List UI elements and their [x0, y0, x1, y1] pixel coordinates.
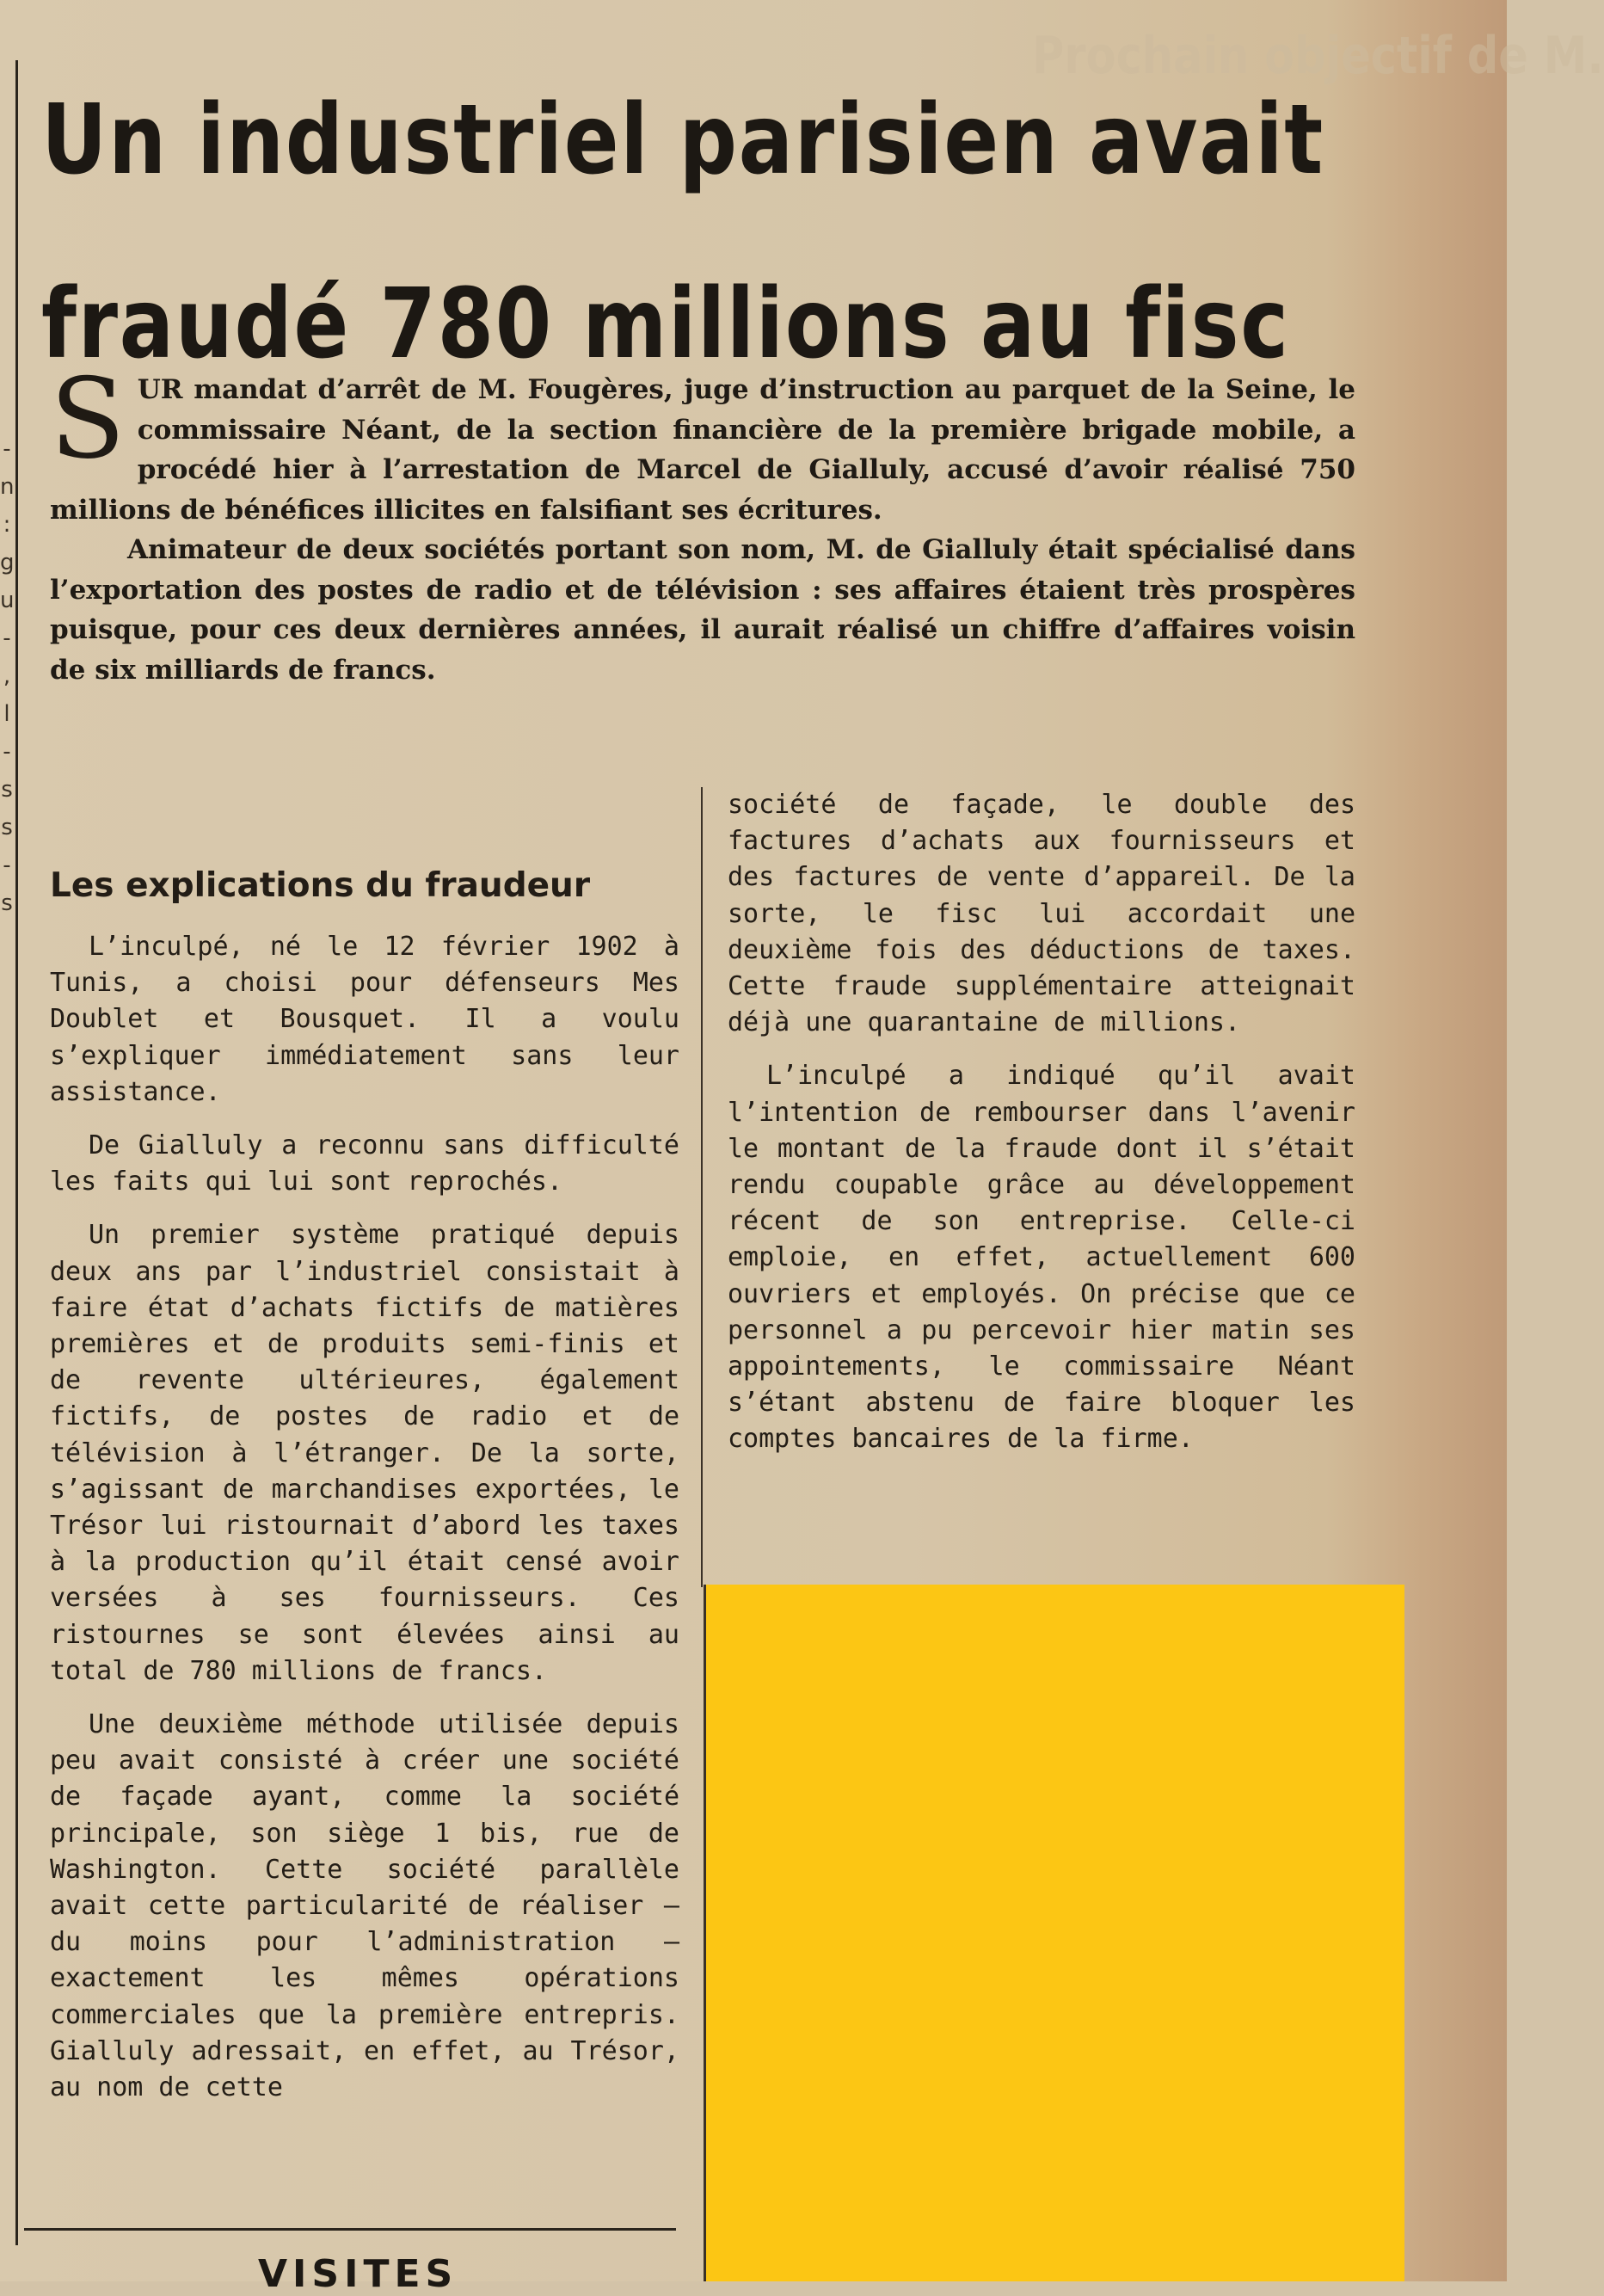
margin-fragment: s	[1, 890, 13, 916]
right-paragraph-2: L’inculpé a indiqué qu’il avait l’intention de rembourser dans l’avenir le montant de la fraude dont il s’était rendu coupable grâce au développement récent de son entreprise. Celle-ci emploie, en effet, actuellement 600 ouvriers et employés. On précise que ce personnel a pu percevoir hier matin ses appointements, le commissaire Néant s’étant abstenu de faire bloquer les comptes bancaires de la firme.	[728, 1061, 1355, 1455]
margin-fragment: -	[3, 436, 11, 462]
article-headline	[41, 48, 1324, 416]
left-paragraph-1: L’inculpé, né le 12 février 1902 à Tunis, a choisi pour défenseurs Mes Doublet et Bousquet. Il a voulu s’expliquer immédiatement sans leur assistance.	[50, 932, 679, 1107]
margin-fragment: s	[1, 777, 13, 803]
next-article-heading: VISITES	[258, 2252, 458, 2296]
margin-fragment: u	[0, 588, 15, 613]
bottom-rule	[24, 2228, 676, 2231]
margin-fragment: :	[3, 512, 11, 538]
column-divider	[701, 787, 703, 1587]
lead-paragraph-1	[50, 355, 1355, 530]
left-column	[50, 860, 679, 2123]
lead-paragraph-1-text: UR mandat d’arrêt de M. Fougères, juge d’instruction au parquet de la Seine, le commissaire Néant, de la section financière de la première brigade mobile, a procédé hier à l’arrestation de Marcel de Gialluly, accusé d’avoir réalisé 750 millions de bénéfices illicites en falsifiant ses écritures.	[50, 374, 1355, 526]
left-margin-rule	[15, 60, 18, 2245]
margin-fragment: -	[3, 853, 11, 878]
margin-fragment: g	[0, 550, 15, 576]
headline-line-2: fraudé 780 millions au fisc	[41, 268, 1290, 380]
bleed-through-text: Prochain objectif de M.	[1032, 26, 1604, 86]
right-paragraph-1: société de façade, le double des factures d’achats aux fournisseurs et des factures de vente d’appareil. De la sorte, le fisc lui accordait une deuxième fois des déductions de taxes. Cette fraude supplémentaire atteignait déjà une quarantaine de millions.	[728, 790, 1355, 1038]
article-lead	[50, 355, 1355, 690]
right-column	[728, 787, 1355, 1475]
left-paragraph-3: Un premier système pratiqué depuis deux ans par l’industriel consistait à faire état d’achats fictifs de matières premières et de produits semi-finis et de revente ultérieures, également fictifs, de postes de radio et de télévision à l’étranger. De la sorte, s’agissant de marchandises exportées, le Trésor lui ristournait d’abord les taxes à la production qu’il était censé avoir versées à ses fournisseurs. Ces ristournes se sont élevées ainsi au total de 780 millions de francs.	[50, 1220, 679, 1686]
headline-line-1: Un industriel parisien avait	[41, 84, 1324, 196]
redaction-highlight-box	[704, 1585, 1404, 2281]
margin-fragment: -	[3, 739, 11, 765]
lead-paragraph-2: Animateur de deux sociétés portant son nom, M. de Gialluly était spécialisé dans l’exportation des postes de radio et de télévision : ses affaires étaient très prospères puisque, pour ces deux dernières années, il aurait réalisé un chiffre d’affaires voisin de six milliards de francs.	[50, 534, 1355, 686]
left-paragraph-4: Une deuxième méthode utilisée depuis peu avait consisté à créer une société de façade ayant, comme la société principale, son siège 1 bis, rue de Washington. Cette société parallèle avait cette particularité de réaliser — du moins pour l’administration — exactement les mêmes opérations commerciales que la première entrepris. Gialluly adressait, en effet, au Trésor, au nom de cette	[50, 1709, 679, 2103]
margin-fragments	[0, 430, 14, 922]
left-paragraph-2: De Gialluly a reconnu sans difficulté les faits qui lui sont reprochés.	[50, 1130, 679, 1197]
margin-fragment: ,	[3, 663, 11, 689]
margin-fragment: n	[0, 474, 15, 500]
margin-fragment: -	[3, 625, 11, 651]
subheading: Les explications du fraudeur	[50, 866, 591, 905]
margin-fragment: l	[3, 701, 10, 727]
margin-fragment: s	[1, 815, 13, 840]
drop-cap: S	[50, 355, 126, 483]
